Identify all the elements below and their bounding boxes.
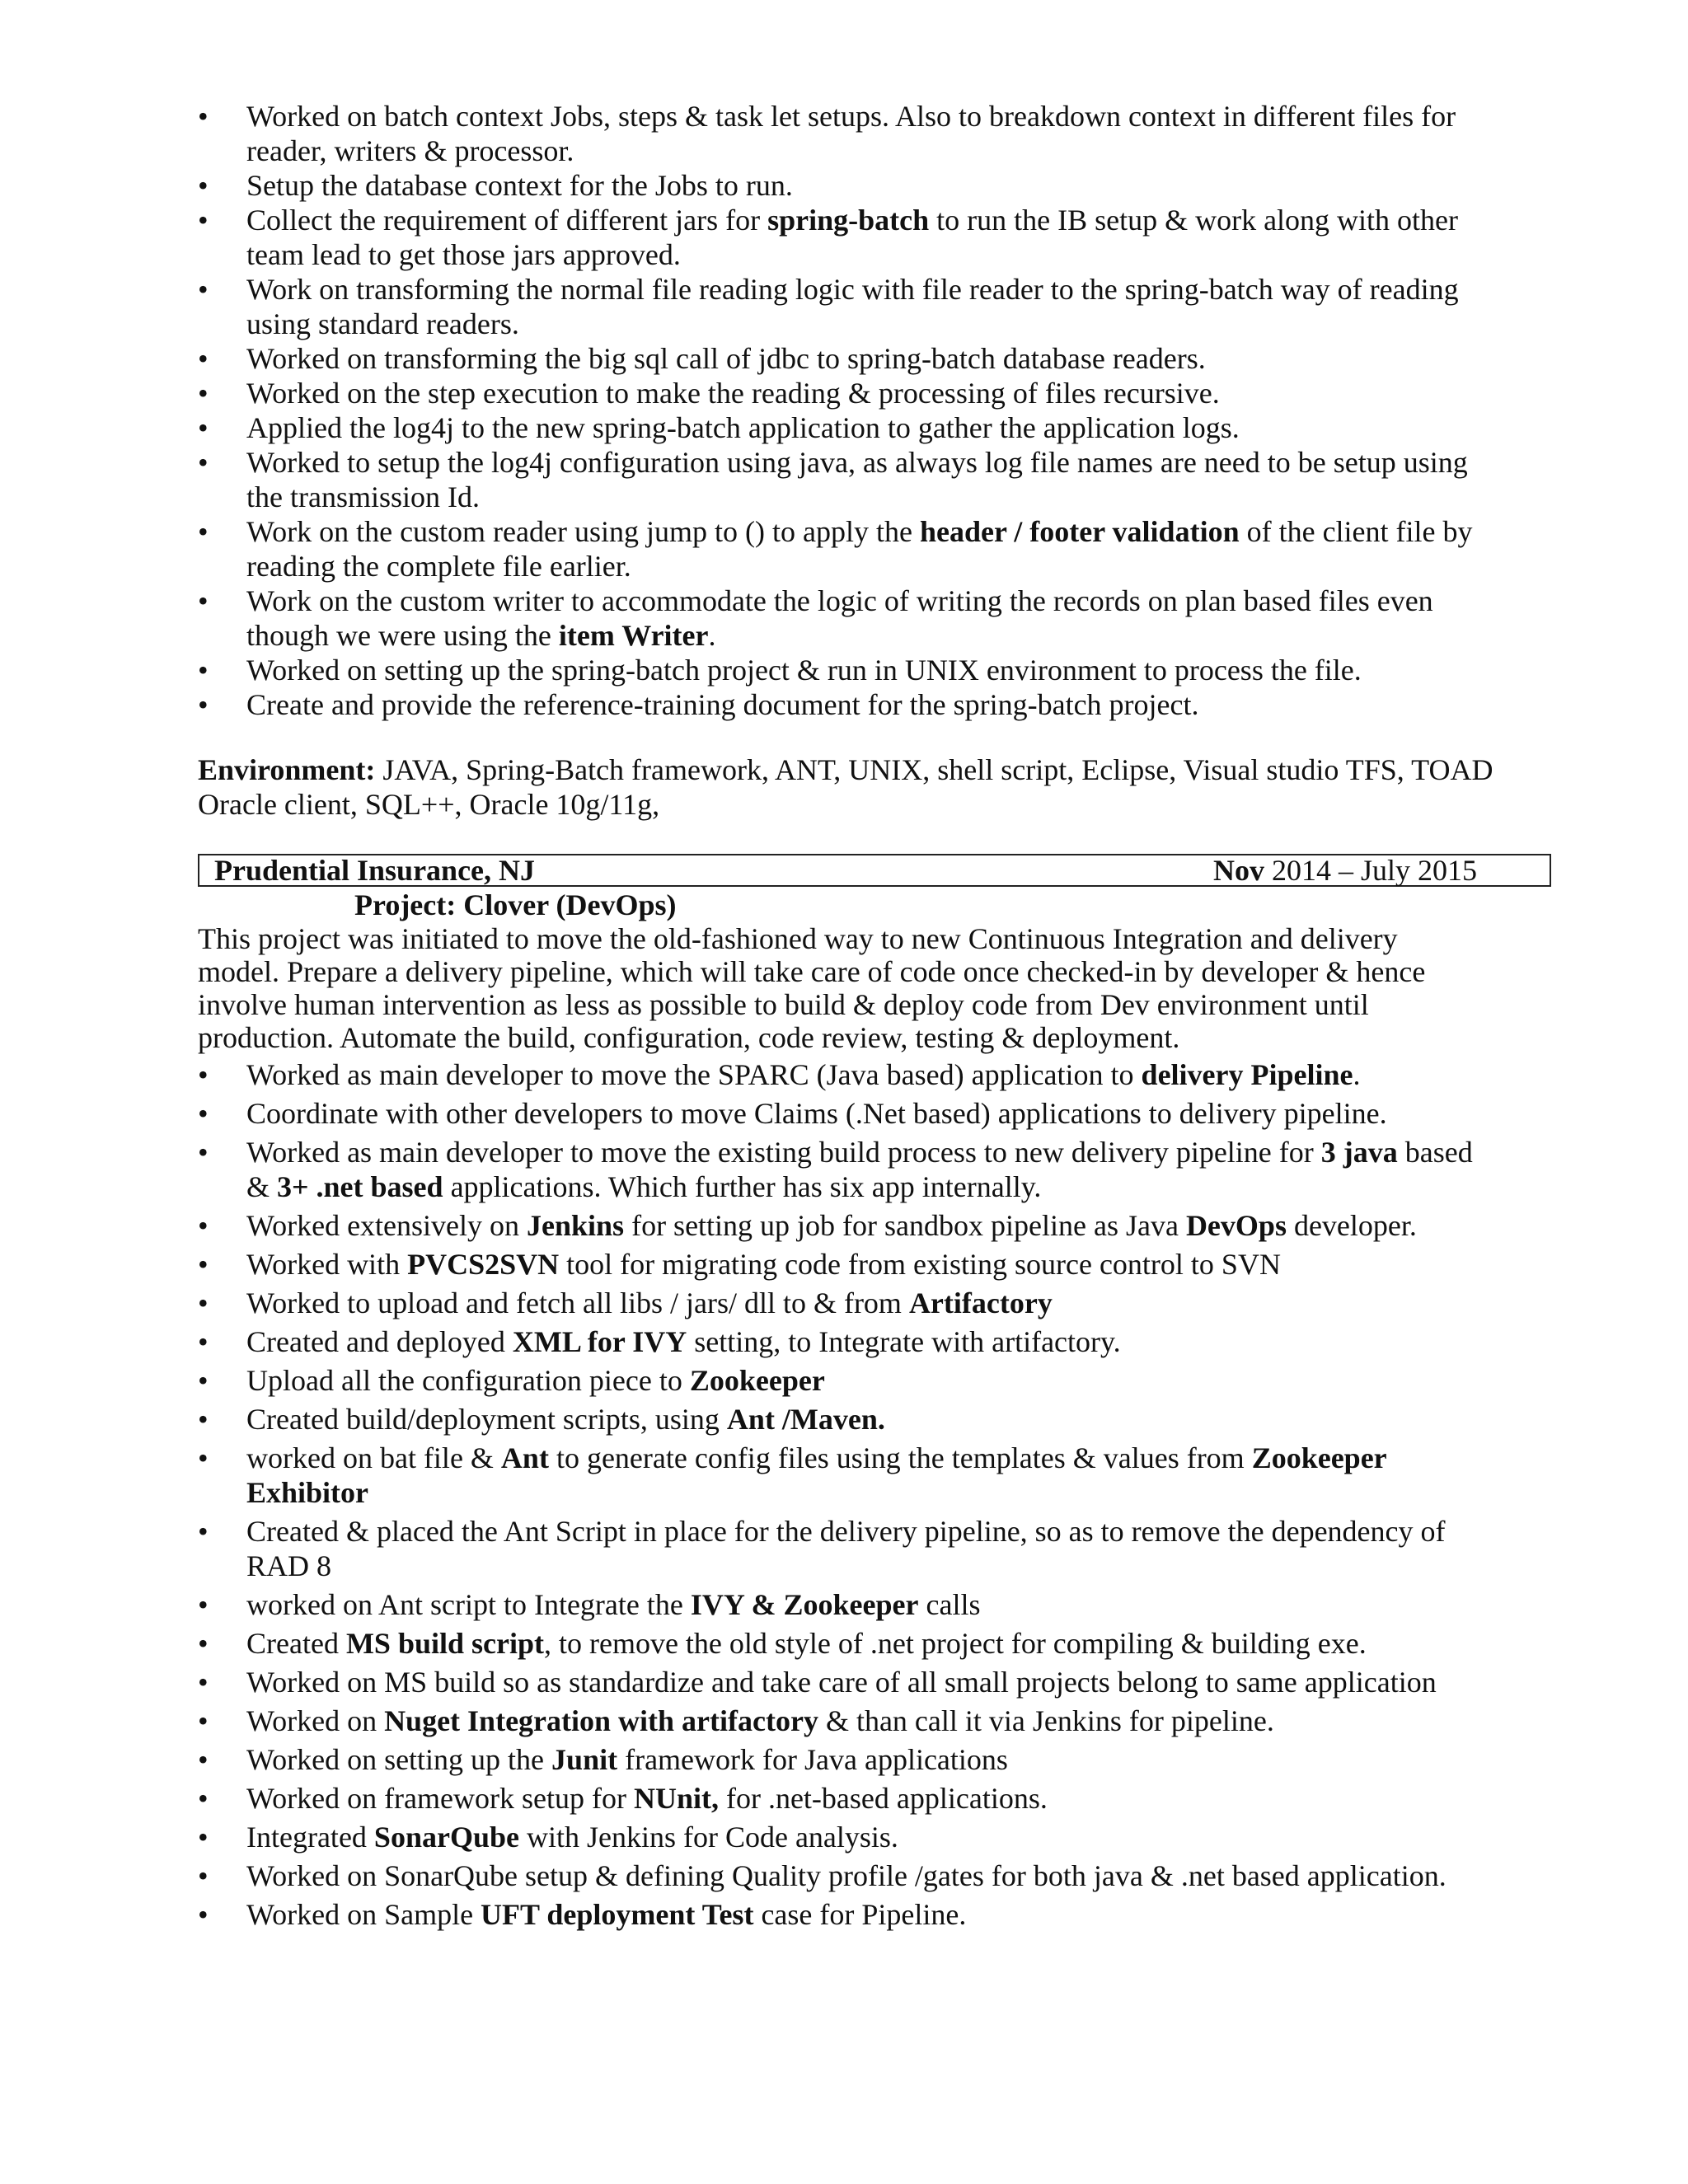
bullet-text: Created	[246, 1627, 346, 1660]
bullet-glyph: •	[198, 1743, 209, 1776]
bullet-text: for setting up job for sandbox pipeline as Java	[624, 1209, 1186, 1242]
bullet-text: .	[1353, 1058, 1361, 1091]
bullet-glyph: •	[198, 1627, 209, 1660]
bullet-text: Collect the requirement of different jars for	[246, 204, 768, 237]
bullet-text: to generate config files using the templates & values from	[548, 1441, 1252, 1474]
bullet-text: developer.	[1286, 1209, 1417, 1242]
bullet-item	[198, 203, 1484, 272]
bullet-text: , to remove the old style of .net project for compiling & building exe.	[543, 1627, 1367, 1660]
bullet-text-bold: Jenkins	[527, 1209, 625, 1242]
bullet-text: for .net-based applications.	[718, 1782, 1048, 1815]
bullet-glyph: •	[198, 1286, 209, 1319]
bullet-item	[198, 1587, 1484, 1622]
job-dates-month: Nov	[1213, 854, 1264, 887]
bullet-text: Worked as main developer to move the SPARC (Java based) application to	[246, 1058, 1142, 1091]
bullet-item	[198, 1742, 1484, 1777]
experience-bullet-list-devops	[198, 1057, 1484, 1936]
bullet-text-bold: Junit	[551, 1743, 618, 1776]
bullet-text: Worked with	[246, 1248, 408, 1281]
bullet-item	[198, 1820, 1484, 1854]
bullet-text-bold: spring-batch	[767, 204, 930, 237]
bullet-text-bold: Artifactory	[908, 1286, 1053, 1319]
bullet-text: Work on the custom reader using jump to () to apply the	[246, 515, 920, 548]
bullet-text-bold: PVCS2SVN	[407, 1248, 560, 1281]
bullet-text-bold: Ant	[500, 1441, 549, 1474]
bullet-text: Worked extensively on	[246, 1209, 528, 1242]
bullet-text: Setup the database context for the Jobs to run.	[246, 169, 793, 202]
bullet-text: Applied the log4j to the new spring-batch application to gather the application logs.	[246, 411, 1240, 444]
bullet-text: Integrated	[246, 1821, 374, 1854]
bullet-item	[198, 583, 1484, 653]
bullet-text: Worked as main developer to move the existing build process to new delivery pipeline for	[246, 1136, 1321, 1169]
bullet-glyph: •	[198, 411, 209, 444]
company-name: Prudential Insurance, NJ	[214, 854, 536, 887]
bullet-text: Created build/deployment scripts, using	[246, 1403, 727, 1436]
bullet-glyph: •	[198, 654, 209, 687]
bullet-item	[198, 514, 1484, 583]
bullet-glyph: •	[198, 1782, 209, 1815]
bullet-text-bold: DevOps	[1185, 1209, 1287, 1242]
bullet-text: calls	[918, 1588, 981, 1621]
bullet-text: Created & placed the Ant Script in place for the delivery pipeline, so as to remove the dependency of RAD 8	[246, 1515, 1446, 1582]
bullet-text-bold: SonarQube	[373, 1821, 519, 1854]
bullet-item	[198, 1057, 1484, 1092]
bullet-text: worked on bat file &	[246, 1441, 501, 1474]
bullet-item	[198, 1096, 1484, 1131]
bullet-text: setting, to Integrate with artifactory.	[687, 1325, 1121, 1358]
bullet-text: case for Pipeline.	[753, 1898, 967, 1931]
bullet-item	[198, 1781, 1484, 1816]
bullet-text: Coordinate with other developers to move Claims (.Net based) applications to delivery pipeline.	[246, 1097, 1387, 1130]
bullet-glyph: •	[198, 1364, 209, 1397]
bullet-text: Worked on framework setup for	[246, 1782, 634, 1815]
bullet-item	[198, 376, 1484, 410]
job-header-box	[198, 854, 1551, 887]
bullet-text-bold: IVY & Zookeeper	[690, 1588, 919, 1621]
bullet-glyph: •	[198, 1136, 209, 1169]
bullet-glyph: •	[198, 1515, 209, 1548]
bullet-text-bold: Nuget Integration with artifactory	[384, 1704, 818, 1737]
bullet-glyph: •	[198, 1325, 209, 1358]
bullet-text: Worked on setting up the spring-batch project & run in UNIX environment to process the file.	[246, 654, 1362, 687]
bullet-item	[198, 687, 1484, 722]
bullet-item	[198, 1704, 1484, 1738]
bullet-glyph: •	[198, 446, 209, 479]
bullet-glyph: •	[198, 100, 209, 133]
bullet-text: based &	[246, 1136, 1473, 1203]
bullet-item	[198, 1402, 1484, 1436]
bullet-glyph: •	[198, 1859, 209, 1892]
bullet-text: framework for Java applications	[617, 1743, 1008, 1776]
bullet-text: Upload all the configuration piece to	[246, 1364, 690, 1397]
environment-text: JAVA, Spring-Batch framework, ANT, UNIX, shell script, Eclipse, Visual studio TFS, TOAD Oracle client, SQL++, Oracle 10g/11g,	[198, 753, 1493, 821]
bullet-item	[198, 653, 1484, 687]
bullet-item	[198, 1665, 1484, 1699]
experience-bullet-list-spring-batch	[198, 99, 1484, 722]
bullet-item	[198, 1247, 1484, 1282]
bullet-text: tool for migrating code from existing source control to SVN	[559, 1248, 1281, 1281]
bullet-glyph: •	[198, 1588, 209, 1621]
bullet-item	[198, 445, 1484, 514]
project-description: This project was initiated to move the old-fashioned way to new Continuous Integration and delivery model. Prepare a delivery pipeline, which will take care of code once checked-in by developer & hence involve human intervention as less as possible to build & deploy code from Dev environment until production. Automate the build, configuration, code review, testing & deployment.	[198, 922, 1426, 1054]
bullet-text: worked on Ant script to Integrate the	[246, 1588, 691, 1621]
bullet-item	[198, 1324, 1484, 1359]
bullet-glyph: •	[198, 1058, 209, 1091]
bullet-glyph: •	[198, 342, 209, 375]
bullet-item	[198, 1208, 1484, 1243]
bullet-item	[198, 341, 1484, 376]
bullet-text: Worked on MS build so as standardize and take care of all small projects belong to same application	[246, 1666, 1437, 1699]
bullet-text: of the client file by reading the complete file earlier.	[246, 515, 1473, 583]
bullet-glyph: •	[198, 204, 209, 237]
bullet-glyph: •	[198, 1898, 209, 1931]
bullet-glyph: •	[198, 1097, 209, 1130]
bullet-text: Worked to setup the log4j configuration using java, as always log file names are need to be setup using the transmission Id.	[246, 446, 1468, 513]
bullet-text-bold: 3+ .net based	[277, 1170, 443, 1203]
bullet-text-bold: item Writer	[558, 619, 709, 652]
bullet-text: Create and provide the reference-training document for the spring-batch project.	[246, 688, 1199, 721]
bullet-item	[198, 272, 1484, 341]
bullet-text: & than call it via Jenkins for pipeline.	[818, 1704, 1274, 1737]
bullet-text-bold: NUnit,	[633, 1782, 719, 1815]
bullet-item	[198, 1441, 1484, 1510]
bullet-glyph: •	[198, 688, 209, 721]
bullet-item	[198, 1363, 1484, 1398]
bullet-glyph: •	[198, 169, 209, 202]
bullet-glyph: •	[198, 1248, 209, 1281]
bullet-text: Worked on transforming the big sql call of jdbc to spring-batch database readers.	[246, 342, 1206, 375]
bullet-item	[198, 1514, 1484, 1583]
bullet-text: Worked on Sample	[246, 1898, 481, 1931]
bullet-text-bold: UFT deployment Test	[481, 1898, 754, 1931]
bullet-glyph: •	[198, 1403, 209, 1436]
bullet-glyph: •	[198, 1821, 209, 1854]
bullet-text: Worked on SonarQube setup & defining Quality profile /gates for both java & .net based application.	[246, 1859, 1447, 1892]
environment-label: Environment:	[198, 753, 376, 786]
bullet-text: Worked on setting up the	[246, 1743, 552, 1776]
bullet-text: Worked to upload and fetch all libs / jars/ dll to & from	[246, 1286, 909, 1319]
bullet-glyph: •	[198, 377, 209, 410]
bullet-text-bold: Zookeeper Exhibitor	[246, 1441, 1387, 1509]
bullet-text-bold: MS build script	[345, 1627, 544, 1660]
bullet-text-bold: XML for IVY	[512, 1325, 687, 1358]
bullet-item	[198, 168, 1484, 203]
bullet-item	[198, 1897, 1484, 1932]
bullet-item	[198, 1135, 1484, 1204]
bullet-glyph: •	[198, 515, 209, 548]
bullet-text: Work on the custom writer to accommodate the logic of writing the records on plan based files even though we were using the	[246, 584, 1433, 652]
bullet-text-bold: 3 java	[1320, 1136, 1398, 1169]
bullet-text-bold: Zookeeper	[689, 1364, 825, 1397]
bullet-item	[198, 1286, 1484, 1320]
environment-paragraph	[198, 752, 1533, 822]
bullet-text: Worked on	[246, 1704, 385, 1737]
bullet-text: Worked on batch context Jobs, steps & task let setups. Also to breakdown context in different files for reader, writers & processor.	[246, 100, 1456, 167]
bullet-text: applications. Which further has six app internally.	[443, 1170, 1042, 1203]
bullet-text: .	[708, 619, 716, 652]
job-dates-range: 2014 – July 2015	[1264, 854, 1478, 887]
bullet-text: Worked on the step execution to make the reading & processing of files recursive.	[246, 377, 1220, 410]
bullet-glyph: •	[198, 1441, 209, 1474]
bullet-glyph: •	[198, 584, 209, 617]
project-title: Project: Clover (DevOps)	[354, 888, 677, 921]
bullet-item	[198, 410, 1484, 445]
bullet-glyph: •	[198, 273, 209, 306]
job-dates	[1213, 854, 1477, 887]
bullet-text: with Jenkins for Code analysis.	[518, 1821, 898, 1854]
bullet-item	[198, 1626, 1484, 1661]
bullet-item	[198, 99, 1484, 168]
bullet-text: to run the IB setup & work along with other team lead to get those jars approved.	[246, 204, 1459, 271]
bullet-text: Work on transforming the normal file reading logic with file reader to the spring-batch way of reading using standard readers.	[246, 273, 1459, 340]
bullet-item	[198, 1858, 1484, 1893]
bullet-text: Created and deployed	[246, 1325, 513, 1358]
bullet-glyph: •	[198, 1704, 209, 1737]
bullet-glyph: •	[198, 1666, 209, 1699]
bullet-text-bold: Ant /Maven.	[726, 1403, 885, 1436]
bullet-text-bold: delivery Pipeline	[1141, 1058, 1353, 1091]
bullet-text-bold: header / footer validation	[919, 515, 1240, 548]
bullet-glyph: •	[198, 1209, 209, 1242]
